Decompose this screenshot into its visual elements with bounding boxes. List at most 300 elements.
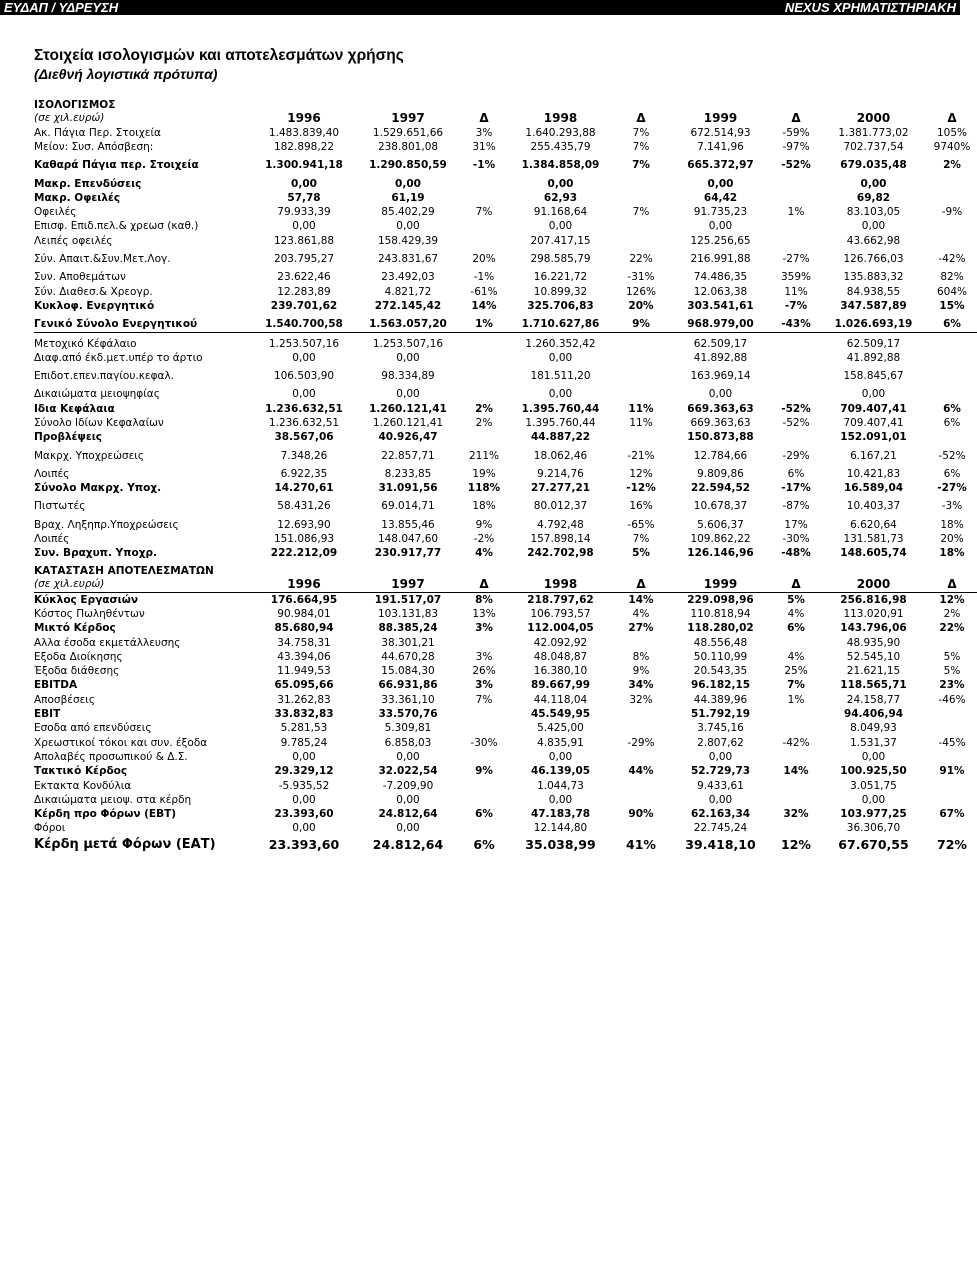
change-cell: -42% [782, 736, 810, 749]
value-cell: 1.300.941,18 [265, 159, 343, 172]
change-cell: 604% [936, 285, 968, 298]
change-cell [613, 779, 669, 793]
table-row [34, 384, 977, 402]
value-cell: 679.035,48 [840, 159, 907, 172]
change-cell: -52% [781, 159, 811, 172]
value-cell: 52.729,73 [690, 765, 751, 778]
value-cell: 151.086,93 [273, 533, 335, 546]
change-cell: 2% [943, 607, 961, 620]
value-cell: 48.935,90 [846, 636, 901, 649]
value-cell: 243.831,67 [377, 253, 439, 266]
value-cell: 41.892,88 [846, 351, 901, 364]
table-row [34, 707, 977, 721]
column-header: 2000 [856, 111, 891, 125]
table-row [34, 836, 977, 852]
value-cell: 12.283,89 [277, 285, 331, 298]
value-cell: 65.095,66 [274, 679, 334, 692]
change-cell: 19% [472, 467, 496, 480]
change-cell [772, 173, 820, 191]
table-row [34, 514, 977, 532]
change-cell: 7% [475, 693, 493, 706]
table-row [34, 650, 977, 664]
value-cell: 148.605,74 [840, 547, 907, 560]
row-label: Σύν. Διαθεσ.& Χρεογρ. [34, 285, 153, 298]
change-cell: 7% [632, 140, 650, 153]
row-label: Εκτακτα Κονδύλια [34, 779, 132, 792]
value-cell: 22.857,71 [381, 449, 435, 462]
table-row [34, 807, 977, 821]
value-cell: 8.049,93 [850, 722, 897, 735]
value-cell: 62,93 [543, 191, 578, 204]
table-row [34, 665, 977, 679]
column-header: Δ [947, 111, 957, 125]
value-cell: 110.818,94 [690, 607, 751, 620]
table-row [34, 191, 977, 205]
value-cell: 5.606,37 [697, 518, 744, 531]
value-cell: 1.236.632,51 [265, 402, 343, 415]
value-cell: 2.807,62 [697, 736, 744, 749]
change-cell [460, 351, 508, 365]
row-label: Φόροι [34, 822, 66, 835]
value-cell: 0,00 [548, 750, 573, 763]
change-cell: 41% [626, 836, 656, 852]
change-cell: 2% [475, 416, 493, 429]
value-cell: 0,00 [861, 793, 886, 806]
value-cell: 0,00 [548, 351, 573, 364]
row-label: Λειπές οφειλές [34, 234, 113, 247]
value-cell: 709.407,41 [840, 402, 907, 415]
change-cell [772, 191, 820, 205]
row-label: EBIT [34, 708, 61, 721]
value-cell: 31.091,56 [378, 482, 438, 495]
change-cell: 7% [632, 159, 650, 172]
value-cell: 1.044,73 [537, 779, 584, 792]
change-cell: 31% [472, 140, 496, 153]
change-cell: 6% [787, 467, 805, 480]
value-cell: 45.549,95 [530, 708, 591, 721]
value-cell: 20.543,35 [693, 665, 748, 678]
value-cell: 66.931,86 [378, 679, 438, 692]
value-cell: 0,00 [708, 793, 733, 806]
value-cell: 36.306,70 [846, 822, 901, 835]
change-cell: -97% [782, 140, 810, 153]
financial-table [34, 95, 977, 852]
change-cell: -9% [941, 206, 963, 219]
value-cell: 96.182,15 [690, 679, 751, 692]
value-cell: 62.509,17 [820, 332, 927, 351]
value-cell: 325.706,83 [527, 299, 594, 312]
change-cell [772, 779, 820, 793]
value-cell: 24.812,64 [378, 808, 438, 821]
change-cell: 8% [460, 593, 508, 608]
change-cell [613, 351, 669, 365]
change-cell [927, 365, 977, 383]
table-row [34, 793, 977, 807]
change-cell: 9% [475, 518, 493, 531]
change-cell: 1% [787, 693, 805, 706]
change-cell: 118% [467, 482, 501, 495]
change-cell [460, 431, 508, 445]
change-cell [460, 332, 508, 351]
table-row [34, 234, 977, 248]
change-cell: 23% [939, 679, 965, 692]
change-cell: 32% [783, 808, 809, 821]
change-cell: 5% [632, 547, 650, 560]
row-label: Κόστος Πωληθέντων [34, 607, 145, 620]
value-cell: 125.256,65 [690, 234, 751, 247]
value-cell: 347.587,89 [840, 299, 907, 312]
change-cell: 91% [939, 765, 965, 778]
change-cell [927, 220, 977, 234]
value-cell: 42.092,92 [533, 636, 588, 649]
column-header: 2000 [856, 577, 891, 592]
value-cell: 665.372,97 [687, 159, 754, 172]
change-cell: -46% [938, 693, 966, 706]
value-cell: 83.103,05 [846, 206, 901, 219]
value-cell: 41.892,88 [693, 351, 748, 364]
value-cell: 16.589,04 [843, 482, 904, 495]
value-cell: 69.014,71 [381, 500, 435, 513]
table-row [34, 532, 977, 546]
row-label: Σύνολο Ιδίων Κεφαλαίων [34, 416, 164, 429]
column-header: Δ [791, 111, 801, 125]
value-cell: 6.922,35 [280, 467, 328, 480]
value-cell: 44.670,28 [381, 650, 435, 663]
value-cell: 968.979,00 [687, 318, 754, 331]
value-cell: 62.163,34 [690, 808, 751, 821]
change-cell [460, 191, 508, 205]
value-cell: 242.702,98 [527, 547, 594, 560]
value-cell: 106.793,57 [530, 607, 591, 620]
change-cell [613, 191, 669, 205]
row-label: Βραχ. Ληξηπρ.Υποχρεώσεις [34, 518, 179, 531]
value-cell: 0,00 [708, 750, 733, 763]
value-cell: 50.110,99 [693, 650, 748, 663]
value-cell: 148.047,60 [377, 533, 439, 546]
value-cell: 85.402,29 [381, 206, 435, 219]
change-cell: 72% [937, 836, 967, 852]
change-cell [613, 822, 669, 836]
value-cell: 74.486,35 [693, 271, 748, 284]
row-label: Κύκλος Εργασιών [34, 593, 252, 608]
value-cell: 79.933,39 [277, 206, 331, 219]
row-label: Ιδια Κεφάλαια [34, 402, 115, 415]
change-cell [927, 793, 977, 807]
change-cell [772, 822, 820, 836]
change-cell [460, 636, 508, 650]
change-cell [613, 431, 669, 445]
change-cell: -59% [782, 126, 810, 139]
change-cell [772, 351, 820, 365]
change-cell [460, 822, 508, 836]
value-cell: 44.118,04 [533, 693, 588, 706]
value-cell: 0,00 [395, 177, 421, 190]
table-row [34, 593, 977, 608]
value-cell: 21.621,15 [846, 665, 901, 678]
column-header: Δ [479, 111, 489, 125]
change-cell [927, 722, 977, 736]
table-row [34, 365, 977, 383]
value-cell: 0,00 [396, 220, 420, 233]
value-cell: 33.832,83 [274, 708, 334, 721]
value-cell: 44.887,22 [530, 431, 591, 444]
value-cell: 118.280,02 [687, 622, 754, 635]
value-cell: 14.270,61 [274, 482, 334, 495]
table-row [34, 205, 977, 219]
change-cell [927, 332, 977, 351]
value-cell: 181.511,20 [530, 370, 591, 383]
section-unit: (σε χιλ.ευρώ) [34, 112, 105, 124]
value-cell: 669.363,63 [687, 402, 754, 415]
value-cell: 0,00 [396, 822, 420, 835]
change-cell [460, 234, 508, 248]
value-cell: 57,78 [287, 191, 321, 204]
table-row [34, 285, 977, 299]
change-cell [772, 750, 820, 764]
row-label: Ακ. Πάγια Περ. Στοιχεία [34, 126, 161, 139]
value-cell: 84.938,55 [846, 285, 901, 298]
value-cell: 80.012,37 [533, 500, 588, 513]
change-cell: 4% [475, 547, 493, 560]
value-cell: 709.407,41 [843, 416, 904, 429]
value-cell: 230.917,77 [374, 547, 442, 560]
value-cell: 0,00 [396, 351, 420, 364]
column-header: 1997 [391, 111, 425, 125]
change-cell: 14% [613, 593, 669, 608]
change-cell [613, 365, 669, 383]
row-label: Αποσβέσεις [34, 693, 96, 706]
value-cell: -7.209,90 [382, 779, 434, 792]
value-cell: 58.431,26 [277, 500, 331, 513]
change-cell: 25% [784, 665, 808, 678]
change-cell [772, 332, 820, 351]
value-cell: 238.801,08 [377, 140, 439, 153]
change-cell: 90% [628, 808, 654, 821]
column-header: 1998 [543, 111, 578, 125]
change-cell: 34% [628, 679, 654, 692]
change-cell [460, 707, 508, 721]
change-cell: -7% [784, 299, 808, 312]
value-cell: 9.809,86 [697, 467, 744, 480]
change-cell [927, 707, 977, 721]
value-cell: 0,00 [291, 177, 317, 190]
change-cell: 20% [472, 253, 496, 266]
row-label: Συν. Αποθεμάτων [34, 271, 126, 284]
change-cell: -48% [781, 547, 811, 560]
table-row [34, 463, 977, 481]
value-cell: 61,19 [391, 191, 425, 204]
value-cell: 91.168,64 [533, 206, 588, 219]
value-cell: 1.260.352,42 [508, 332, 613, 351]
value-cell: 24.812,64 [372, 836, 444, 852]
value-cell: 39.418,10 [685, 836, 756, 852]
value-cell: 29.329,12 [274, 765, 334, 778]
row-label: Δικαιώματα μειοψ. στα κέρδη [34, 793, 192, 806]
value-cell: 0,00 [292, 388, 316, 401]
value-cell: 43.662,98 [846, 234, 901, 247]
table-row [34, 822, 977, 836]
table-row [34, 622, 977, 636]
change-cell [772, 793, 820, 807]
change-cell: -30% [782, 533, 810, 546]
value-cell: 22.594,52 [690, 482, 751, 495]
value-cell: 9.214,76 [537, 467, 584, 480]
value-cell: 203.795,27 [273, 253, 335, 266]
row-label: Μακρ. Οφειλές [34, 191, 121, 204]
value-cell: 669.363,63 [690, 416, 751, 429]
value-cell: 46.139,05 [530, 765, 591, 778]
value-cell: 0,00 [708, 388, 733, 401]
table-row [34, 173, 977, 191]
value-cell: 6.858,03 [384, 736, 432, 749]
value-cell: 51.792,19 [690, 708, 751, 721]
value-cell: 0,00 [292, 750, 316, 763]
change-cell [927, 822, 977, 836]
row-label: Επιδοτ.επεν.παγίου.κεφαλ. [34, 370, 175, 383]
change-cell [927, 750, 977, 764]
change-cell: -1% [473, 271, 495, 284]
row-label: Αλλα έσοδα εκμετάλλευσης [34, 636, 181, 649]
value-cell: 44.389,96 [693, 693, 748, 706]
value-cell: 1.710.627,86 [521, 318, 600, 331]
change-cell: 32% [629, 693, 653, 706]
table-row [34, 140, 977, 154]
change-cell: 211% [468, 449, 500, 462]
change-cell [613, 636, 669, 650]
row-label: Μετοχικό Κέφάλαιο [34, 332, 252, 351]
value-cell: 6.167,21 [850, 449, 897, 462]
change-cell: -43% [781, 318, 811, 331]
change-cell [613, 332, 669, 351]
value-cell: 303.541,61 [687, 299, 754, 312]
row-label: Προβλέψεις [34, 431, 103, 444]
value-cell: 150.873,88 [687, 431, 754, 444]
value-cell: 16.380,10 [533, 665, 588, 678]
value-cell: 135.883,32 [843, 271, 904, 284]
change-cell: 12% [629, 467, 653, 480]
value-cell: 23.492,03 [381, 271, 435, 284]
change-cell [927, 173, 977, 191]
change-cell [772, 365, 820, 383]
table-row [34, 607, 977, 621]
row-label: Δικαιώματα μειοψηφίας [34, 388, 160, 401]
change-cell: 7% [632, 533, 650, 546]
row-label: Μείον: Συσ. Απόσβεση: [34, 140, 154, 153]
row-label: Διαφ.από έκδ.μετ.υπέρ το άρτιο [34, 351, 203, 364]
change-cell: -65% [627, 518, 655, 531]
value-cell: 62.509,17 [669, 332, 772, 351]
change-cell: -42% [938, 253, 966, 266]
change-cell [927, 234, 977, 248]
table-row [34, 736, 977, 750]
change-cell: 1% [787, 206, 805, 219]
value-cell: 1.381.773,02 [838, 126, 909, 139]
value-cell: 38.567,06 [274, 431, 334, 444]
change-cell: 3% [475, 650, 493, 663]
value-cell: 106.503,90 [273, 370, 335, 383]
change-cell [613, 750, 669, 764]
value-cell: 9.785,24 [280, 736, 328, 749]
change-cell: -45% [938, 736, 966, 749]
page-title: Στοιχεία ισολογισμών και αποτελεσμάτων χρήσης [34, 47, 404, 64]
value-cell: 5.309,81 [384, 722, 432, 735]
change-cell: 2% [475, 402, 493, 415]
column-header: Δ [636, 111, 646, 125]
change-cell: -52% [782, 416, 810, 429]
column-header: Δ [479, 577, 489, 592]
change-cell: -12% [626, 482, 656, 495]
change-cell [460, 220, 508, 234]
value-cell: 103.131,83 [377, 607, 439, 620]
table-row [34, 351, 977, 365]
change-cell: 126% [625, 285, 657, 298]
value-cell: 1.531,37 [850, 736, 897, 749]
value-cell: 10.678,37 [693, 500, 748, 513]
value-cell: 182.898,22 [273, 140, 335, 153]
change-cell: 3% [475, 126, 493, 139]
table-row [34, 636, 977, 650]
table-row [34, 267, 977, 285]
change-cell: -1% [472, 159, 496, 172]
value-cell: 163.969,14 [690, 370, 751, 383]
change-cell: 26% [472, 665, 496, 678]
value-cell: 69,82 [856, 191, 891, 204]
change-cell [927, 779, 977, 793]
change-cell: 13% [472, 607, 496, 620]
value-cell: 0,00 [861, 750, 886, 763]
section-title [34, 95, 252, 126]
change-cell [460, 793, 508, 807]
change-cell [613, 220, 669, 234]
value-cell: 112.004,05 [527, 622, 594, 635]
table-row [34, 482, 977, 496]
value-cell: -5.935,52 [278, 779, 330, 792]
value-cell: 0,00 [396, 388, 420, 401]
column-header: 1997 [391, 577, 425, 592]
value-cell: 191.517,07 [356, 593, 460, 608]
page-subtitle: (Διεθνή λογιστικά πρότυπα) [34, 66, 218, 82]
value-cell: 1.253.507,16 [356, 332, 460, 351]
change-cell [772, 707, 820, 721]
row-label: Γενικό Σύνολο Ενεργητικού [34, 318, 198, 331]
change-cell: 5% [943, 650, 961, 663]
value-cell: 0,00 [860, 177, 887, 190]
table-row [34, 445, 977, 463]
change-cell [460, 173, 508, 191]
value-cell: 0,00 [861, 220, 886, 233]
change-cell: 18% [472, 500, 496, 513]
change-cell: 12% [927, 593, 977, 608]
value-cell: 7.141,96 [697, 140, 744, 153]
row-label: Λοιπές [34, 533, 70, 546]
change-cell [927, 431, 977, 445]
table-row [34, 765, 977, 779]
change-cell [460, 365, 508, 383]
change-cell: 22% [939, 622, 965, 635]
value-cell: 672.514,93 [690, 126, 751, 139]
change-cell: 11% [629, 416, 653, 429]
value-cell: 89.667,99 [530, 679, 591, 692]
value-cell: 207.417,15 [530, 234, 591, 247]
change-cell: 6% [475, 808, 493, 821]
value-cell: 103.977,25 [840, 808, 907, 821]
row-label: Εξοδα Διοίκησης [34, 650, 123, 663]
row-label: Κέρδη προ Φόρων (EBT) [34, 808, 177, 821]
value-cell: 52.545,10 [846, 650, 901, 663]
value-cell: 33.361,10 [381, 693, 435, 706]
change-cell: 12% [781, 836, 811, 852]
value-cell: 158.845,67 [843, 370, 904, 383]
